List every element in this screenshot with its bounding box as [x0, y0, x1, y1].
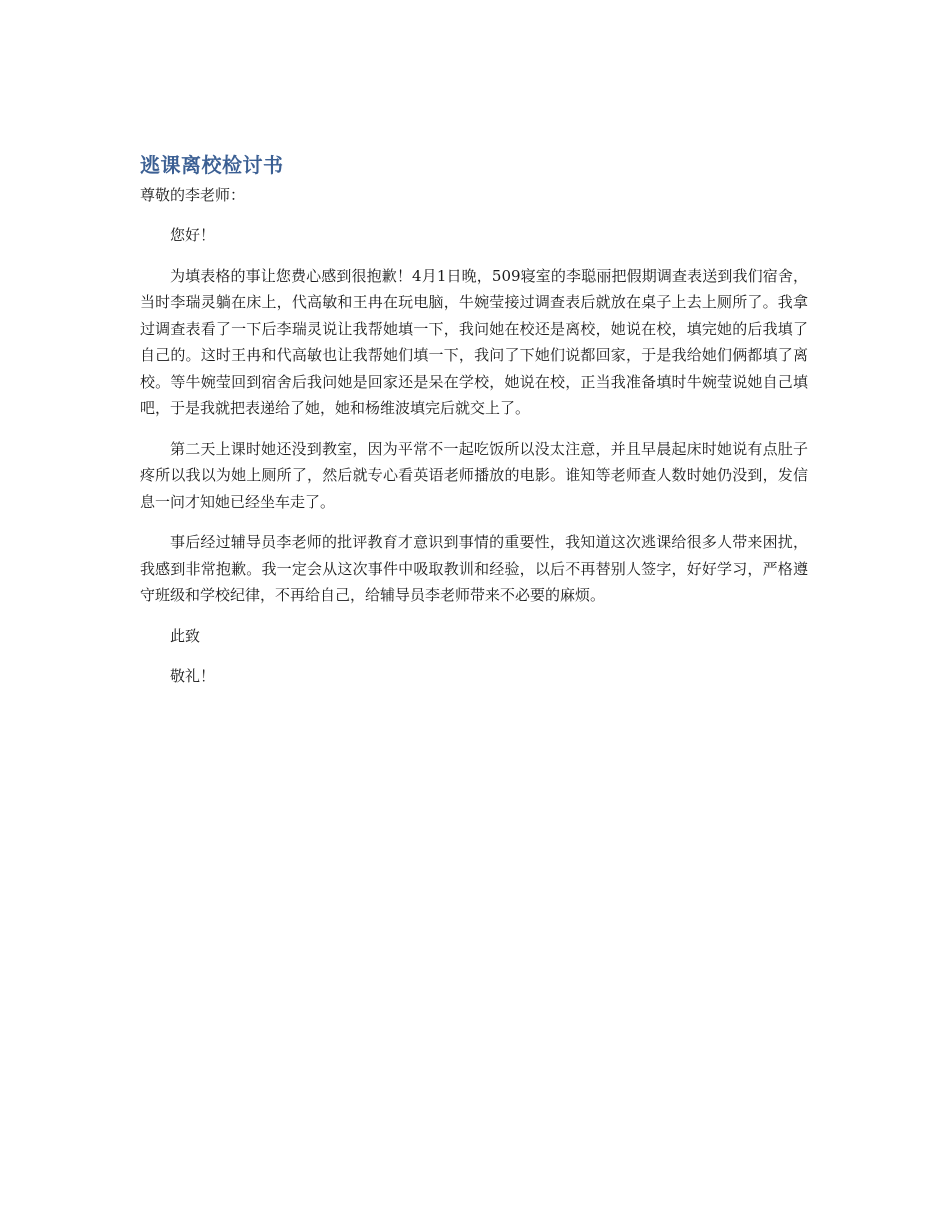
- closing-line-2: 敬礼！: [170, 667, 216, 685]
- body-paragraph-2: 第二天上课时她还没到教室，因为平常不一起吃饭所以没太注意，并且早晨起床时她说有点肚子疼所以我以为她上厕所了，然后就专心看英语老师播放的电影。谁知等老师查人数时她仍没到，发信息一问才知她已经坐车走了。: [140, 439, 808, 511]
- document-page: [140, 150, 808, 690]
- body-paragraph-1: 为填表格的事让您费心感到很抱歉！4月1日晚，509寝室的李聪丽把假期调查表送到我们宿舍，当时李瑞灵躺在床上，代高敏和王冉在玩电脑，牛婉莹接过调查表后就放在桌子上去上厕所了。我拿过调查表看了一下后李瑞灵说让我帮她填一下，我问她在校还是离校，她说在校，填完她的后我填了自己的。这时王冉和代高敏也让我帮她们填一下，我问了下她们说都回家，于是我给她们俩都填了离校。等牛婉莹回到宿舍后我问她是回家还是呆在学校，她说在校，正当我准备填时牛婉莹说她自己填吧，于是我就把表递给了她，她和杨维波填完后就交上了。: [140, 266, 808, 417]
- salutation: 尊敬的李老师：: [140, 186, 246, 204]
- body-paragraph-3: 事后经过辅导员李老师的批评教育才意识到事情的重要性，我知道这次逃课给很多人带来困扰，我感到非常抱歉。我一定会从这次事件中吸取教训和经验，以后不再替别人签字，好好学习，严格遵守班级和学校纪律，不再给自己，给辅导员李老师带来不必要的麻烦。: [140, 533, 808, 604]
- document-title: 逃课离校检讨书: [140, 153, 284, 177]
- greeting: 您好！: [170, 226, 216, 244]
- closing-line-1: 此致: [170, 626, 201, 645]
